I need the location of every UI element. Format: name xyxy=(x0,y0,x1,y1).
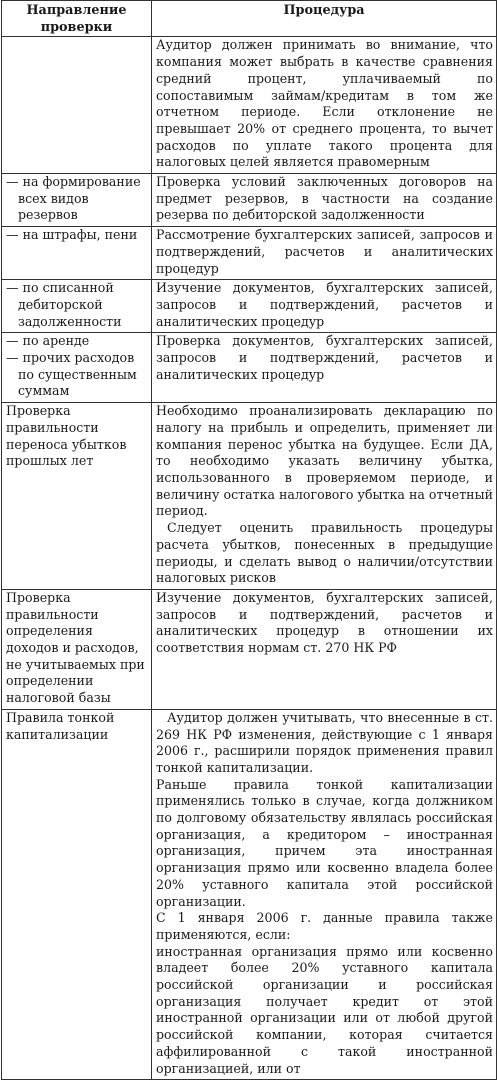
table-row xyxy=(2,37,497,174)
area-item: — по списанной дебиторской задолженности xyxy=(6,280,122,329)
table-header-row xyxy=(2,1,497,37)
table-row xyxy=(2,333,497,403)
procedure-paragraph: иностранная организация прямо или косвенно владеет более 20% уставного капитала российской организации и российская организация получает кредит от этой иностранной организации или от любой другой российской компании, которая считается аффилированной с такой иностранной организацией, или от xyxy=(156,943,493,1076)
area-cell xyxy=(2,174,152,227)
area-item: — прочих расходов по существенным суммам xyxy=(6,350,137,399)
area-cell xyxy=(2,333,152,403)
table-row xyxy=(2,709,497,1079)
area-cell: Проверка правильности определения доходов и расходов, не учитываемых при определении налоговой базы xyxy=(2,589,152,709)
procedure-paragraph: С 1 января 2006 г. данные правила также применяются, если: xyxy=(156,910,493,942)
procedure-cell: Проверка документов, бухгалтерских записей, запросов и подтверждений, расчетов и аналитических процедур xyxy=(152,333,497,403)
procedure-paragraph: Аудитор должен учитывать, что внесенные в ст. 269 НК РФ изменения, действующие с 1 января 2006 г., расширили порядок применения правил тонкой капитализации. xyxy=(156,709,493,775)
procedure-cell xyxy=(152,709,497,1079)
procedure-paragraph: Раньше правила тонкой капитализации применялись только в случае, когда должником по долговому обязательству являлась российская организация, а кредитором – иностранная организация, причем эта иностранная организация прямо или косвенно владела более 20% уставного капитала этой российской организации. xyxy=(156,776,493,909)
procedure-paragraph: Следует оценить правильность процедуры расчета убытков, понесенных в предыдущие периоды, и сделать вывод о наличии/отсутствии налоговых рисков xyxy=(156,520,493,586)
procedure-cell: Изучение документов, бухгалтерских записей, запросов и подтверждений, расчетов и аналитических процедур xyxy=(152,280,497,333)
column-header-area: Направление проверки xyxy=(2,1,152,37)
table-row xyxy=(2,589,497,709)
procedure-cell: Проверка условий заключенных договоров на предмет резервов, в частности на создание резерва по дебиторской задолженности xyxy=(152,174,497,227)
procedure-paragraph: Необходимо проанализировать декларацию по налогу на прибыль и определить, применяет ли компания перенос убытка на будущее. Если ДА, то необходимо указать величину убытка, использованного в проверяемом периоде, и величину остатка налогового убытка на отчетный период. xyxy=(156,403,493,519)
procedure-cell xyxy=(152,403,497,590)
procedure-cell: Рассмотрение бухгалтерских записей, запросов и подтверждений, расчетов и аналитических процедур xyxy=(152,227,497,280)
audit-procedures-table xyxy=(1,0,497,1080)
area-cell: Правила тонкой капитализации xyxy=(2,709,152,1079)
area-item: — по аренде xyxy=(6,333,90,349)
table-row xyxy=(2,227,497,280)
column-header-procedure: Процедура xyxy=(152,1,497,37)
area-item: — на штрафы, пени xyxy=(6,227,138,243)
area-cell xyxy=(2,227,152,280)
area-cell xyxy=(2,37,152,174)
procedure-cell: Изучение документов, бухгалтерских записей, запросов и подтверждений, расчетов и аналитических процедур в отношении их соответствия нормам ст. 270 НК РФ xyxy=(152,589,497,709)
area-item: — на формирование всех видов резервов xyxy=(6,174,141,223)
table-row xyxy=(2,403,497,590)
area-cell: Проверка правильности переноса убытков прошлых лет xyxy=(2,403,152,590)
procedure-cell: Аудитор должен принимать во внимание, что компания может выбрать в качестве сравнения средний процент, уплачиваемый по сопоставимым займам/кредитам в том же отчетном периоде. Если отклонение не превышает 20% от среднего процента, то вычет расходов по уплате такого процента для налоговых целей является правомерным xyxy=(152,37,497,174)
table-row xyxy=(2,280,497,333)
table-row xyxy=(2,174,497,227)
area-cell xyxy=(2,280,152,333)
